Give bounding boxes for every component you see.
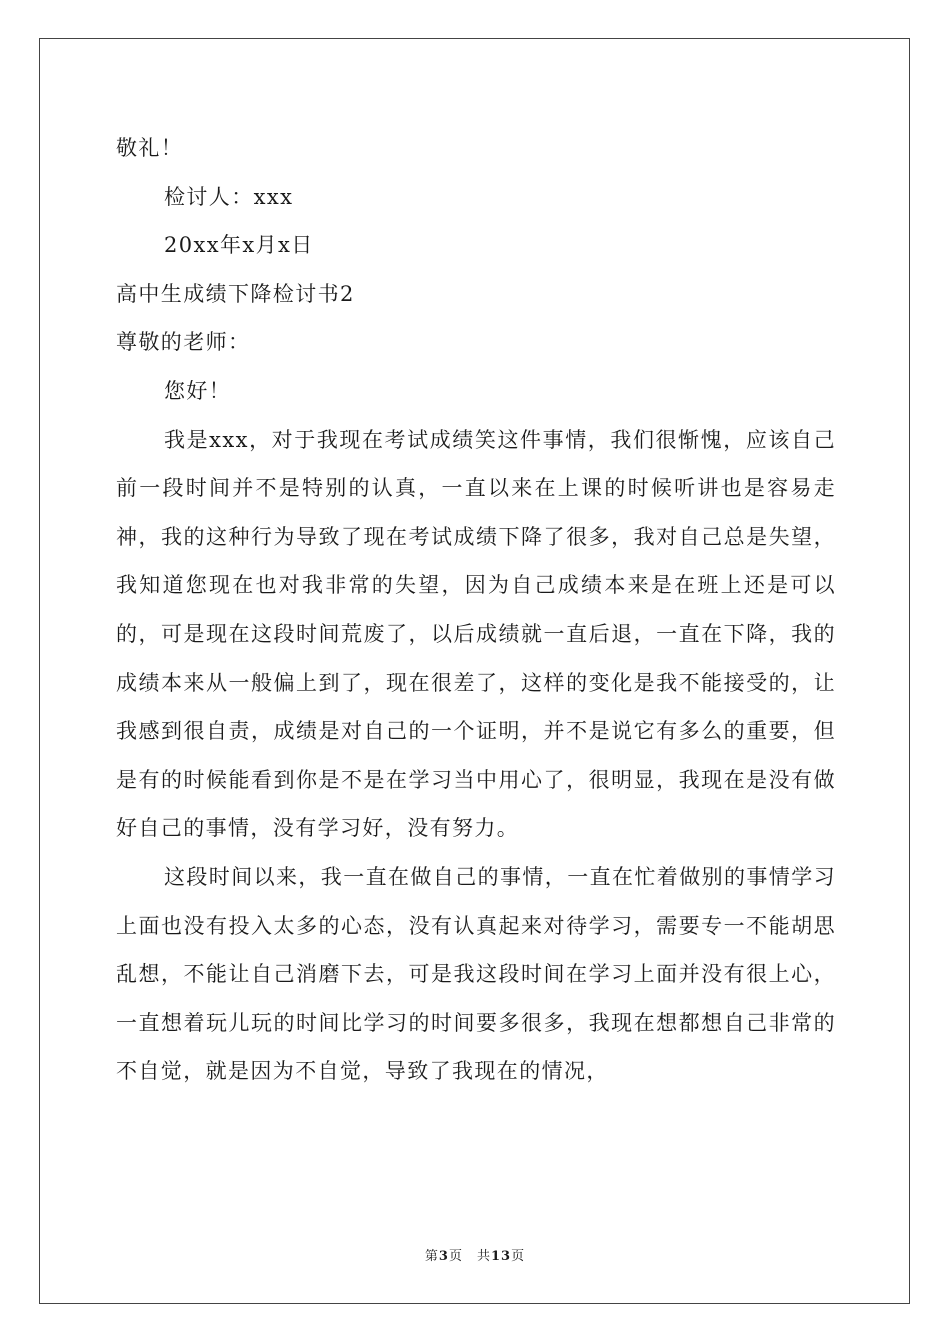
body-paragraph-2: 这段时间以来，我一直在做自己的事情，一直在忙着做别的事情学习上面也没有投入太多的心态，没有认真起来对待学习，需要专一不能胡思乱想，不能让自己消磨下去，可是我这段时间在学习上面并没有很上心，一直想着玩儿玩的时间比学习的时间要多很多，我现在想都想自己非常的不自觉，就是因为不自觉，导致了我现在的情况， — [116, 864, 836, 1084]
footer-total-pages: 13 — [490, 1249, 512, 1264]
footer-prefix: 第 — [424, 1249, 439, 1264]
letter-signer: 检讨人：xxx — [164, 184, 294, 209]
page-footer — [0, 1245, 950, 1264]
salutation: 尊敬的老师： — [116, 330, 251, 355]
footer-current-page: 3 — [438, 1249, 449, 1264]
greeting: 您好！ — [164, 378, 232, 403]
section-title: 高中生成绩下降检讨书2 — [116, 281, 355, 306]
footer-suffix: 页 — [511, 1249, 526, 1264]
document-body — [116, 124, 836, 1096]
body-paragraph-1: 我是xxx，对于我现在考试成绩笑这件事情，我们很惭愧，应该自己前一段时间并不是特别的认真，一直以来在上课的时候听讲也是容易走神，我的这种行为导致了现在考试成绩下降了很多，我对自己总是失望，我知道您现在也对我非常的失望，因为自己成绩本来是在班上还是可以的，可是现在这段时间荒废了，以后成绩就一直后退，一直在下降，我的成绩本来从一般偏上到了，现在很差了，这样的变化是我不能接受的，让我感到很自责，成绩是对自己的一个证明，并不是说它有多么的重要，但是有的时候能看到你是不是在学习当中用心了，很明显，我现在是没有做好自己的事情，没有学习好，没有努力。 — [116, 427, 836, 841]
letter-closing: 敬礼！ — [116, 136, 184, 160]
letter-date: 20xx年x月x日 — [164, 233, 314, 258]
footer-mid: 页 共 — [448, 1249, 491, 1264]
